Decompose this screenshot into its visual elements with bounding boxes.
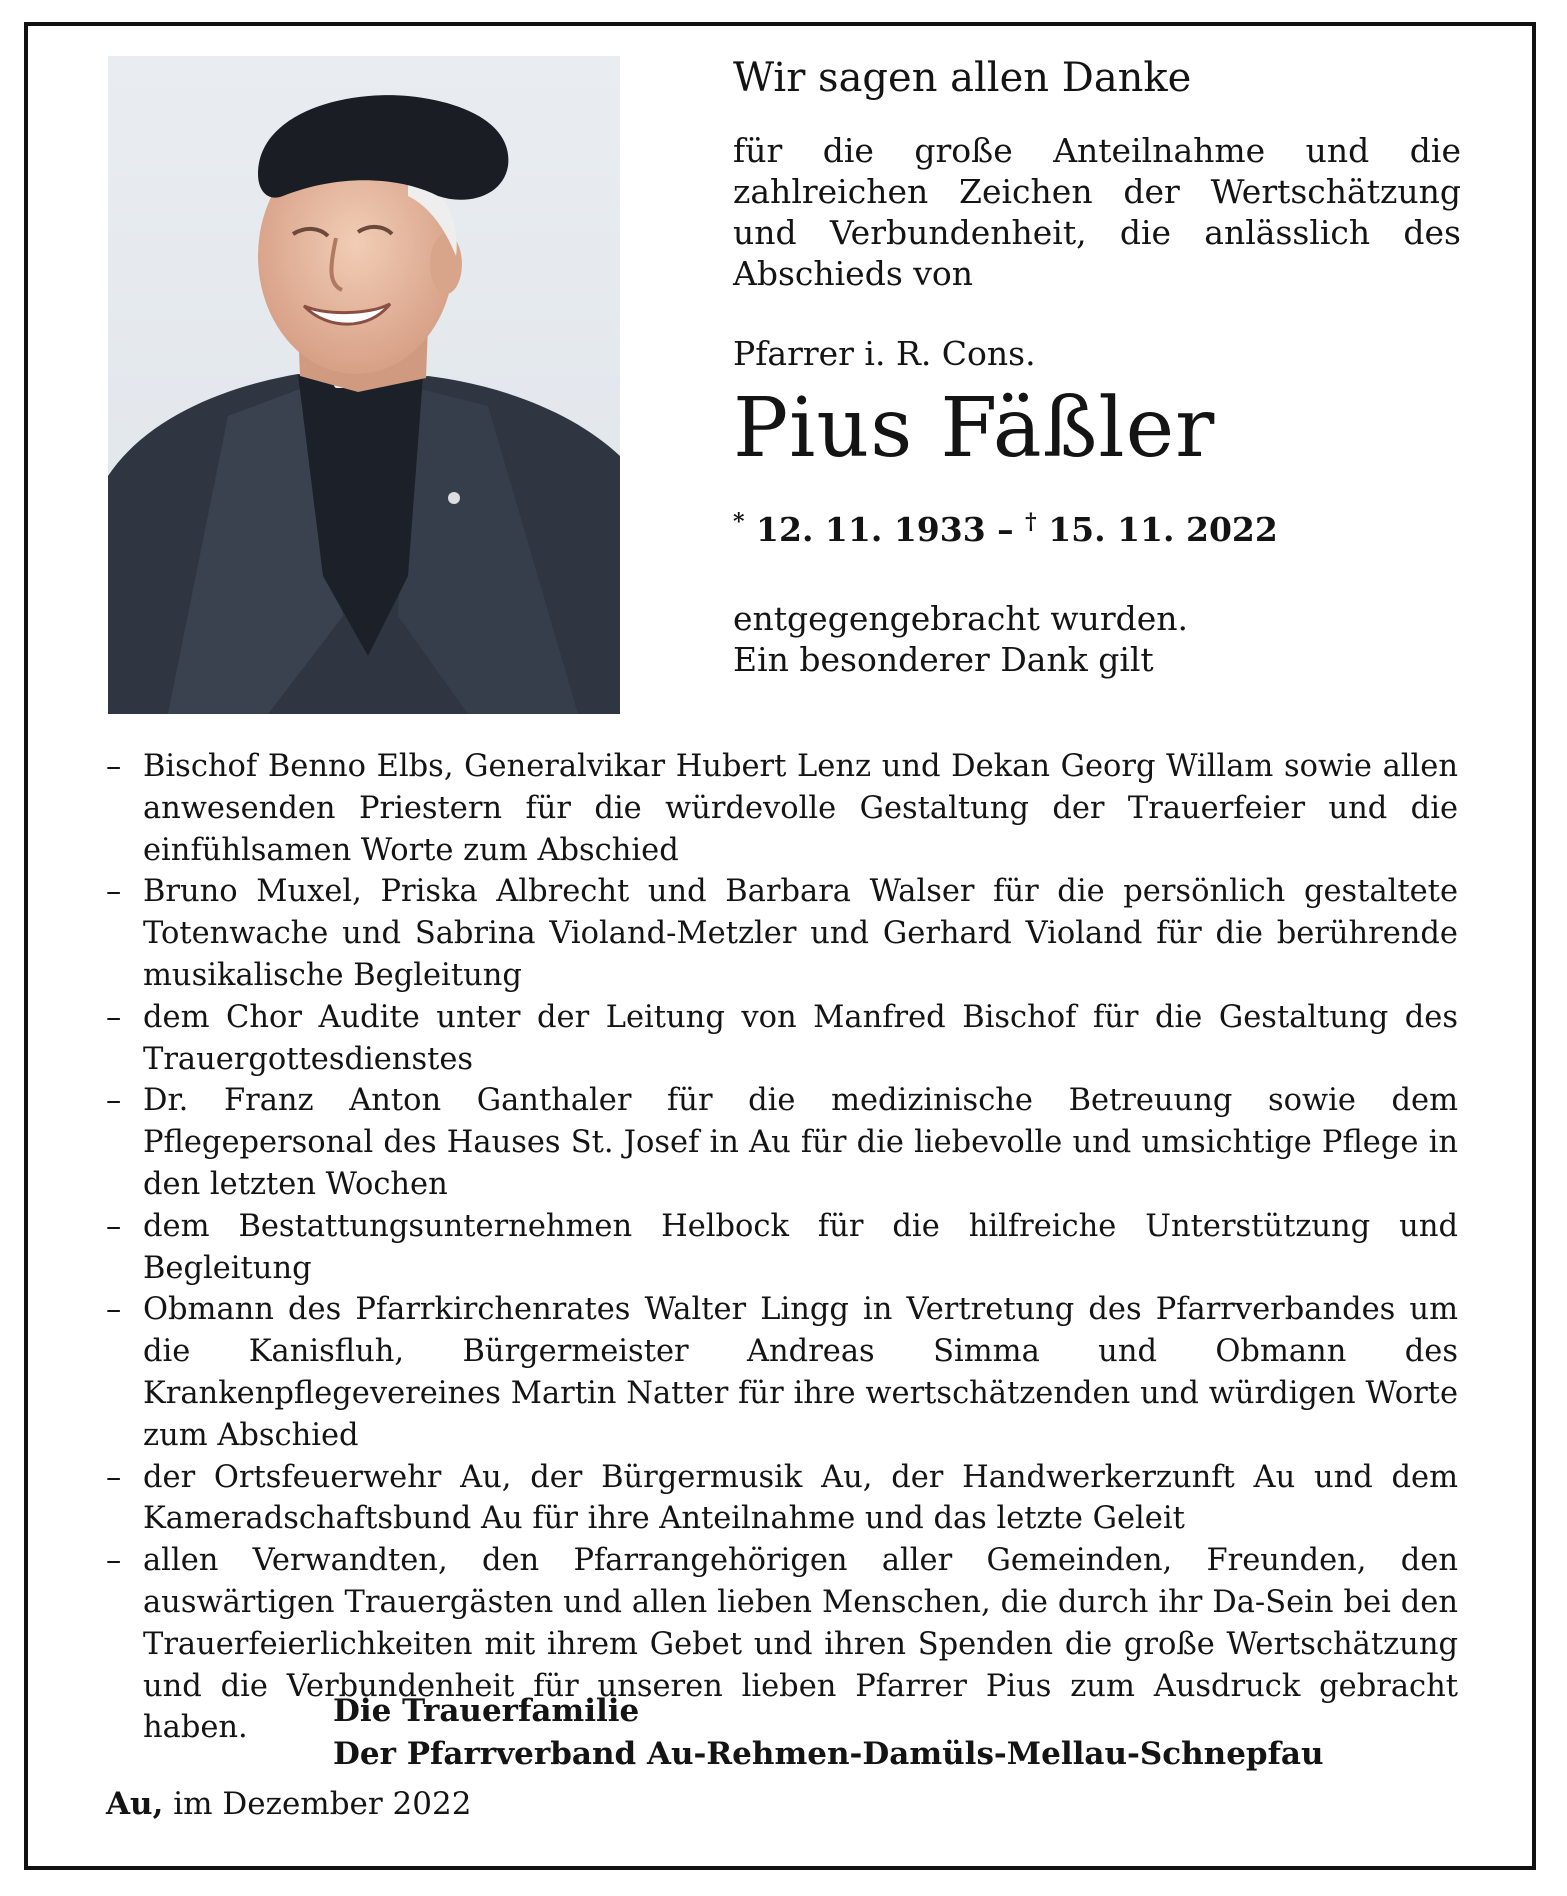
list-item (106, 1457, 1458, 1541)
deceased-title: Pfarrer i. R. Cons. (733, 334, 1036, 373)
signer-line: Die Trauerfamilie (333, 1693, 640, 1729)
list-item (106, 997, 1458, 1081)
dash-bullet: – (106, 1459, 122, 1495)
list-item-text: dem Bestattungsunternehmen Helbock für die hilfreiche Unterstützung und Begleitung (143, 1208, 1458, 1286)
dash-bullet: – (106, 1292, 122, 1328)
place-town: Au, (106, 1786, 164, 1822)
dash-bullet: – (106, 1543, 122, 1579)
birth-date: 12. 11. 1933 (756, 510, 986, 549)
list-item-text: Obmann des Pfarrkirchenrates Walter Lingg in Vertretung des Pfarrverbandes um die Kanisfluh, Bürgermeister Andreas Simma und Obmann des Krankenpflegevereines Martin Natter für ihre wertschätzenden und würdigen Worte zum Abschied (143, 1292, 1458, 1453)
dash-bullet: – (106, 1208, 122, 1244)
place-date (106, 1783, 471, 1826)
list-item-text: Bischof Benno Elbs, Generalvikar Hubert Lenz und Dekan Georg Willam sowie allen anwesenden Priestern für die würdevolle Gestaltung der Trauerfeier und die einfühlsamen Worte zum Abschied (143, 749, 1458, 868)
life-dates (733, 500, 1461, 552)
list-item (106, 746, 1458, 871)
signer-line: Der Pfarrverband Au-Rehmen-Damüls-Mellau-Schnepfau (333, 1736, 1324, 1772)
list-item (106, 871, 1458, 996)
list-item (106, 1080, 1458, 1205)
dash-bullet: – (106, 874, 122, 910)
after-line: entgegengebracht wurden. (733, 599, 1188, 638)
list-item-text: Dr. Franz Anton Ganthaler für die medizinische Betreuung sowie dem Pflegepersonal des Hauses St. Josef in Au für die liebevolle und umsichtige Pflege in den letzten Wochen (143, 1083, 1458, 1202)
birth-symbol: * (733, 509, 745, 535)
list-item-text: der Ortsfeuerwehr Au, der Bürgermusik Au, der Handwerkerzunft Au und dem Kameradschaftsbund Au für ihre Anteilnahme und das letzte Geleit (143, 1459, 1458, 1537)
death-date: 15. 11. 2022 (1048, 510, 1278, 549)
dash-bullet: – (106, 999, 122, 1035)
dash-bullet: – (106, 1083, 122, 1119)
after-text (733, 598, 1461, 680)
intro-block (733, 50, 1461, 680)
dash-bullet: – (106, 749, 122, 784)
intro-paragraph: für die große Anteilnahme und die zahlreichen Zeichen der Wertschätzung und Verbundenheit, die anlässlich des Abschieds von (733, 131, 1461, 293)
place-month: im Dezember 2022 (173, 1786, 472, 1822)
list-item-text: dem Chor Audite unter der Leitung von Manfred Bischof für die Gestaltung des Trauergottesdienstes (143, 999, 1458, 1077)
after-line: Ein besonderer Dank gilt (733, 640, 1154, 679)
list-item (106, 1206, 1458, 1290)
deceased-name: Pius Fäßler (733, 381, 1216, 476)
date-separator: – (997, 510, 1014, 549)
death-symbol: † (1025, 509, 1037, 535)
list-item (106, 1289, 1458, 1456)
portrait-photo (108, 56, 620, 714)
list-item-text: allen Verwandten, den Pfarrangehörigen aller Gemeinden, Freunden, den auswärtigen Trauergästen und allen lieben Menschen, die durch ihr Da-Sein bei den Trauerfeierlichkeiten mit ihrem Gebet und ihren Spenden die große Wertschätzung und die Verbundenheit für unseren lieben Pfarrer Pius zum Ausdruck gebracht haben. (143, 1543, 1458, 1746)
headline: Wir sagen allen Danke (733, 55, 1192, 101)
signers-block (333, 1690, 1324, 1776)
thanks-list (106, 746, 1458, 1749)
list-item-text: Bruno Muxel, Priska Albrecht und Barbara Walser für die persönlich gestaltete Totenwache und Sabrina Violand-Metzler und Gerhard Violand für die berührende musikalische Begleitung (143, 874, 1458, 993)
